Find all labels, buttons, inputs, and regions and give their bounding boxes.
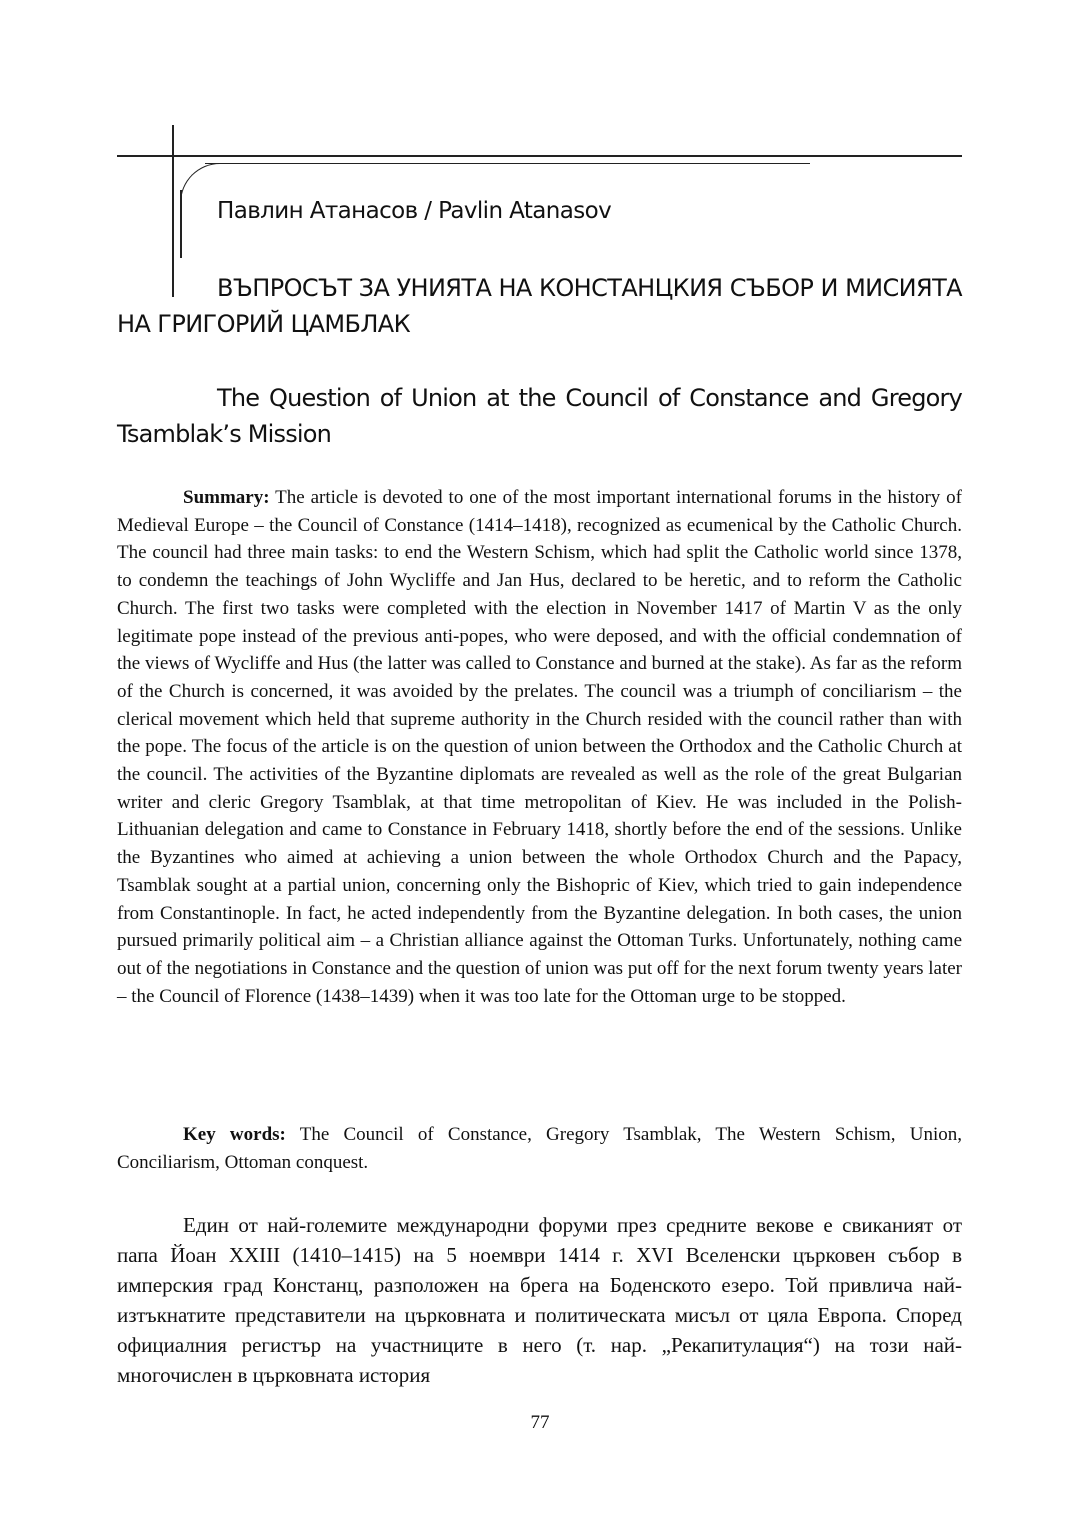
header-rule-inner-vertical <box>180 190 182 258</box>
article-title-bulgarian: ВЪПРОСЪТ ЗА УНИЯТА НА КОНСТАНЦКИЯ СЪБОР И МИСИЯТА НА ГРИГОРИЙ ЦАМБЛАК <box>117 274 962 338</box>
summary-label: Summary: <box>183 487 270 508</box>
header-rule-inner <box>205 163 810 164</box>
author-name: Павлин Атанасов / Pavlin Atanasov <box>217 198 612 224</box>
summary-paragraph <box>117 484 962 1010</box>
page-number: 77 <box>530 1412 550 1433</box>
body-paragraph: Един от най-големите международни форуми през средните векове е свиканият от папа Йоан XXIII (1410–1415) на 5 ноември 1414 г. XVI Вселенски църковен събор в имперския град Констанц, разположен на брега на Боденското езеро. Той привлича най-изтъкнатите представители на църковната и политическата мисъл от цяла Европа. Според официалния регистър на участниците в него (т. нар. „Рекапитулация“) на този най-многочислен в църковната история <box>117 1213 962 1387</box>
header-rule-horizontal <box>117 155 962 157</box>
keywords-paragraph <box>117 1121 962 1176</box>
summary-text: The article is devoted to one of the most important international forums in the history of Medieval Europe – the Council of Constance (1414–1418), recognized as ecumenical by the Catholic Church. The council had three main tasks: to end the Western Schism, which had split the Catholic world since 1378, to condemn the teachings of John Wycliffe and Jan Hus, declared to be heretic, and to reform the Catholic Church. The first two tasks were completed with the election in November 1417 of Martin V as the only legitimate pope instead of the previous anti-popes, who were deposed, and with the official condemnation of the views of Wycliffe and Hus (the latter was called to Constance and burned at the stake). As far as the reform of the Church is concerned, it was avoided by the prelates. The council was a triumph of conciliarism – the clerical movement which held that supreme authority in the Church resided with the council rather than with the pope. The focus of the article is on the question of union between the Orthodox and the Catholic Church at the council. The activities of the Byzantine diplomats are revealed as well as the role of the great Bulgarian writer and cleric Gregory Tsamblak, at that time metropolitan of Kiev. He was included in the Polish-Lithuanian delegation and came to Constance in February 1418, shortly before the end of the sessions. Unlike the Byzantines who aimed at achieving a union between the whole Orthodox Church and the Papacy, Tsamblak sought at a partial union, concerning only the Bishopric of Kiev, which tried to gain independence from Constantinople. In fact, he acted independently from the Byzantine delegation. In both cases, the union pursued primarily political aim – a Christian alliance against the Ottoman Turks. Unfortunately, nothing came out of the negotiations in Constance and the question of union was put off for the next forum twenty years later – the Council of Florence (1438–1439) when it was too late for the Ottoman urge to be stopped. <box>117 487 962 1007</box>
header-rule-curve <box>180 163 221 204</box>
keywords-text: The Council of Constance, Gregory Tsamblak, The Western Schism, Union, Conciliarism, Ottoman conquest. <box>117 1124 962 1173</box>
article-title-english: The Question of Union at the Council of Constance and Gregory Tsamblak’s Mission <box>117 384 962 448</box>
keywords-label: Key words: <box>183 1124 286 1145</box>
